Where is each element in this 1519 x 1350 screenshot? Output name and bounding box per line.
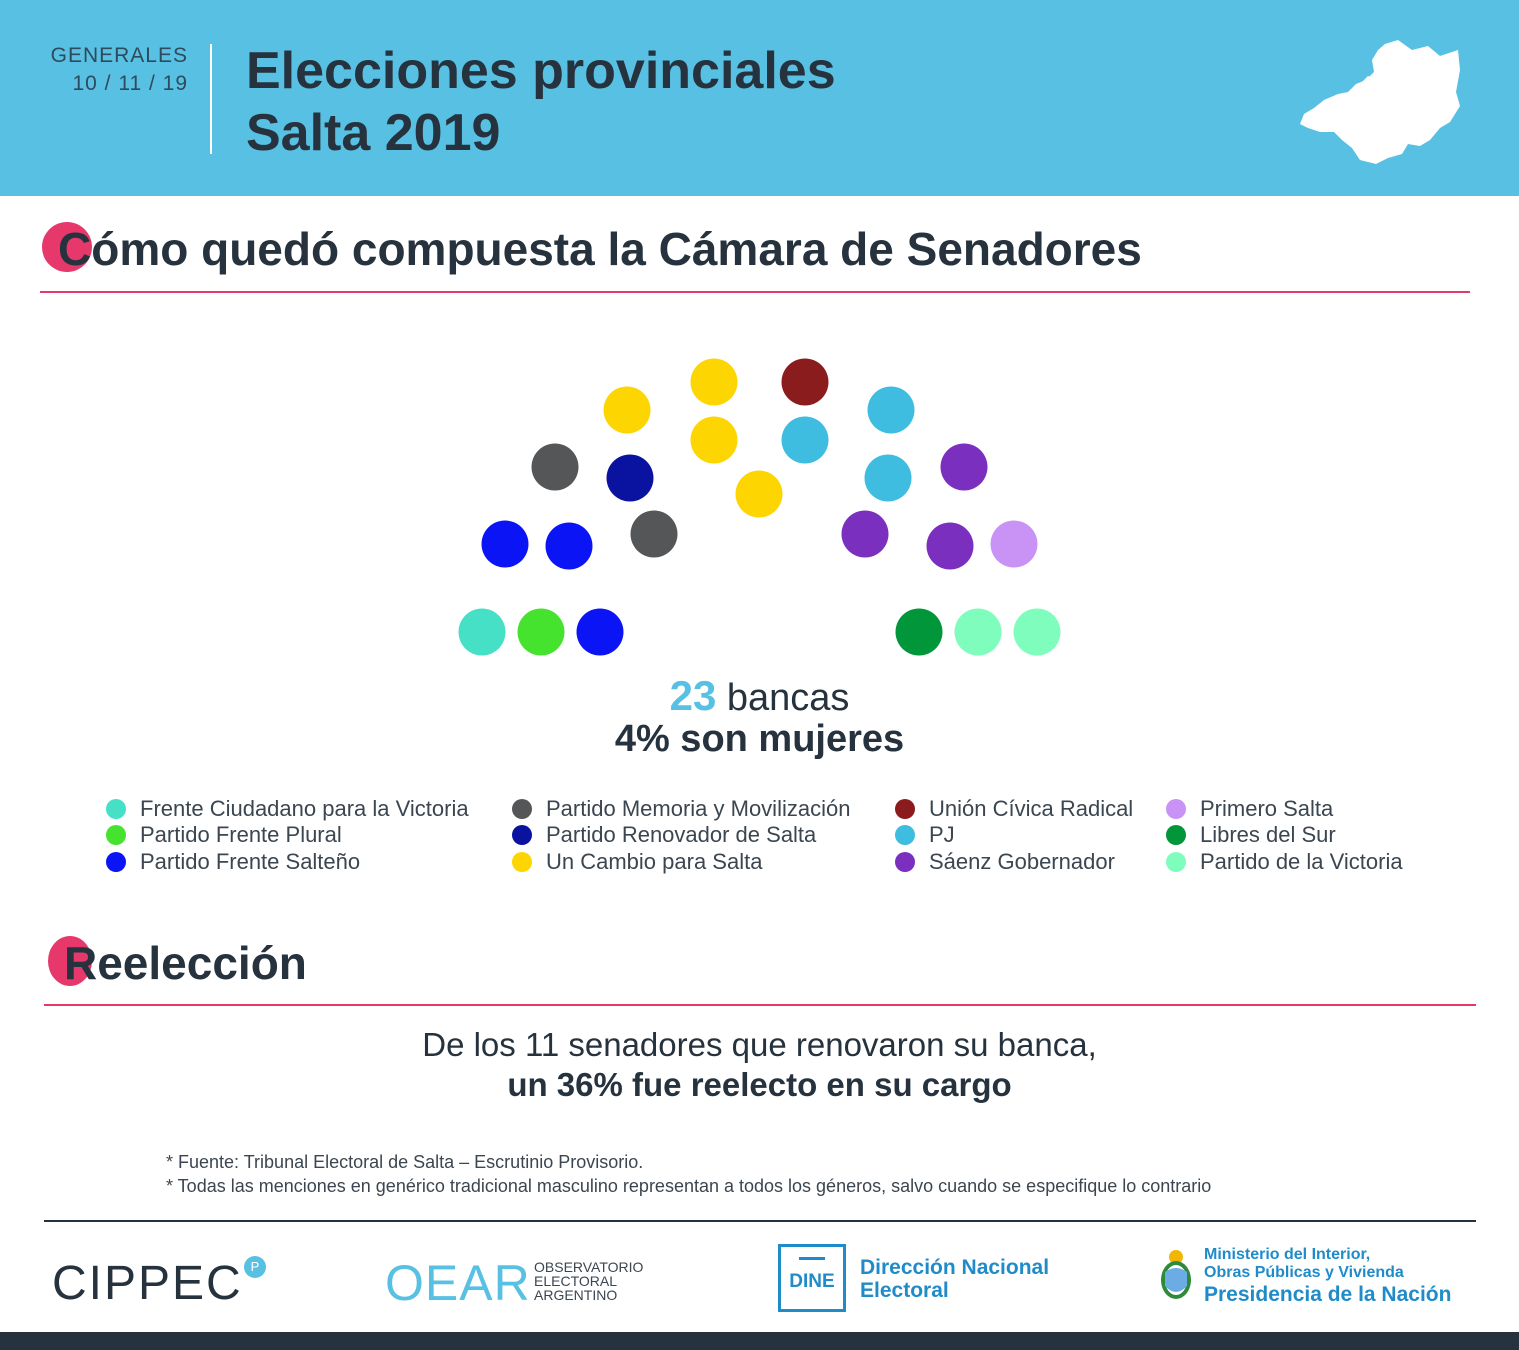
seat-11-1 bbox=[1014, 609, 1061, 656]
oear-sub-line1: OBSERVATORIO bbox=[534, 1259, 644, 1275]
seat-1-0 bbox=[518, 609, 565, 656]
legend-swatch bbox=[106, 852, 126, 872]
seat-7-2 bbox=[865, 455, 912, 502]
legend-item bbox=[1166, 822, 1336, 848]
total-seats bbox=[0, 672, 1519, 720]
seat-5-3 bbox=[736, 471, 783, 518]
page-title-line1: Elecciones provinciales bbox=[246, 42, 836, 100]
legend-label: PJ bbox=[929, 822, 955, 847]
legend-label: Libres del Sur bbox=[1200, 822, 1336, 847]
seat-5-1 bbox=[691, 359, 738, 406]
seat-11-0 bbox=[955, 609, 1002, 656]
legend-swatch bbox=[895, 799, 915, 819]
legend-swatch bbox=[512, 825, 532, 845]
chart-legend bbox=[0, 796, 1519, 886]
legend-item bbox=[895, 822, 955, 848]
seat-8-1 bbox=[842, 511, 889, 558]
reelection-line1: De los 11 senadores que renovaron su banca, bbox=[422, 1026, 1097, 1063]
legend-item bbox=[106, 796, 469, 822]
legend-label: Partido Frente Salteño bbox=[140, 849, 361, 874]
header-divider bbox=[210, 44, 212, 154]
seat-0-0 bbox=[459, 609, 506, 656]
oear-sub-line2: ELECTORAL bbox=[534, 1273, 617, 1289]
legend-item bbox=[106, 822, 342, 848]
seat-3-1 bbox=[631, 511, 678, 558]
legend-swatch bbox=[512, 852, 532, 872]
legend-label: Primero Salta bbox=[1200, 796, 1334, 821]
seat-2-0 bbox=[577, 609, 624, 656]
seat-9-0 bbox=[991, 521, 1038, 568]
ministry-logo-text bbox=[1204, 1246, 1451, 1308]
oear-sub-line3: ARGENTINO bbox=[534, 1287, 618, 1303]
legend-label: Partido de la Victoria bbox=[1200, 849, 1403, 874]
seat-8-2 bbox=[927, 523, 974, 570]
dine-logo-bar bbox=[799, 1257, 825, 1260]
page-title-line2: Salta 2019 bbox=[246, 104, 501, 162]
section2-rule bbox=[44, 1004, 1476, 1006]
total-seats-number: 23 bbox=[669, 672, 717, 719]
legend-swatch bbox=[106, 825, 126, 845]
seat-7-1 bbox=[868, 387, 915, 434]
seat-10-0 bbox=[896, 609, 943, 656]
seat-4-0 bbox=[607, 455, 654, 502]
legend-swatch bbox=[106, 799, 126, 819]
legend-item bbox=[895, 849, 1115, 875]
footnotes bbox=[166, 1150, 1211, 1198]
women-share: 4% son mujeres bbox=[614, 718, 905, 760]
seat-5-0 bbox=[604, 387, 651, 434]
legend-item bbox=[106, 849, 360, 875]
legend-item bbox=[512, 849, 762, 875]
total-seats-label: bancas bbox=[716, 677, 850, 719]
legend-swatch bbox=[512, 799, 532, 819]
legend-swatch bbox=[895, 852, 915, 872]
legend-label: Partido Memoria y Movilización bbox=[546, 796, 851, 821]
footer-bar bbox=[0, 1332, 1519, 1350]
legend-swatch bbox=[1166, 825, 1186, 845]
legend-label: Un Cambio para Salta bbox=[546, 849, 763, 874]
footnote-source: * Fuente: Tribunal Electoral de Salta – Escrutinio Provisorio. bbox=[166, 1152, 644, 1172]
dine-logo-icon bbox=[778, 1244, 846, 1312]
ministry-line3: Presidencia de la Nación bbox=[1204, 1283, 1452, 1306]
footer-rule bbox=[44, 1220, 1476, 1222]
legend-swatch bbox=[895, 825, 915, 845]
legend-label: Sáenz Gobernador bbox=[929, 849, 1115, 874]
seat-3-0 bbox=[532, 444, 579, 491]
cippec-badge-icon: P bbox=[244, 1256, 266, 1278]
oear-logo-text bbox=[534, 1260, 643, 1302]
seat-2-2 bbox=[546, 523, 593, 570]
legend-item bbox=[895, 796, 1133, 822]
seat-7-0 bbox=[782, 417, 829, 464]
legend-label: Unión Cívica Radical bbox=[929, 796, 1134, 821]
seat-2-1 bbox=[482, 521, 529, 568]
legend-label: Partido Renovador de Salta bbox=[546, 822, 817, 847]
oear-logo: OEAR bbox=[385, 1255, 531, 1311]
seat-6-0 bbox=[782, 359, 829, 406]
ministry-line1: Ministerio del Interior, bbox=[1204, 1246, 1371, 1263]
election-type: GENERALES bbox=[50, 44, 188, 67]
senate-seat-chart bbox=[0, 340, 1519, 680]
legend-swatch bbox=[1166, 852, 1186, 872]
dine-line1: Dirección Nacional bbox=[860, 1256, 1050, 1279]
legend-swatch bbox=[1166, 799, 1186, 819]
legend-item bbox=[512, 822, 816, 848]
dine-logo-mark: DINE bbox=[789, 1271, 835, 1292]
legend-label: Frente Ciudadano para la Victoria bbox=[140, 796, 469, 821]
section2-title: Reelección bbox=[64, 937, 307, 989]
legend-label: Partido Frente Plural bbox=[140, 822, 342, 847]
section1-rule bbox=[40, 291, 1470, 293]
salta-province-map-icon bbox=[1290, 36, 1465, 166]
reelection-line2: un 36% fue reelecto en su cargo bbox=[507, 1066, 1012, 1103]
section1-title: Cómo quedó compuesta la Cámara de Senadores bbox=[58, 223, 1142, 275]
election-date: 10 / 11 / 19 bbox=[72, 72, 188, 95]
ministry-line2: Obras Públicas y Vivienda bbox=[1204, 1264, 1404, 1281]
legend-item bbox=[1166, 796, 1333, 822]
election-type-date bbox=[42, 42, 188, 98]
dine-logo-text bbox=[860, 1256, 1049, 1302]
cippec-logo: CIPPEC bbox=[52, 1257, 243, 1310]
legend-item bbox=[512, 796, 850, 822]
national-coat-of-arms-icon bbox=[1156, 1248, 1196, 1304]
footnote-gender: * Todas las menciones en genérico tradicional masculino representan a todos los géneros, salvo cuando se especifique lo contrario bbox=[166, 1176, 1212, 1196]
page-title bbox=[246, 40, 836, 164]
dine-line2: Electoral bbox=[860, 1279, 949, 1302]
seat-8-0 bbox=[941, 444, 988, 491]
legend-item bbox=[1166, 849, 1403, 875]
header-banner bbox=[0, 0, 1519, 196]
seat-5-2 bbox=[691, 417, 738, 464]
